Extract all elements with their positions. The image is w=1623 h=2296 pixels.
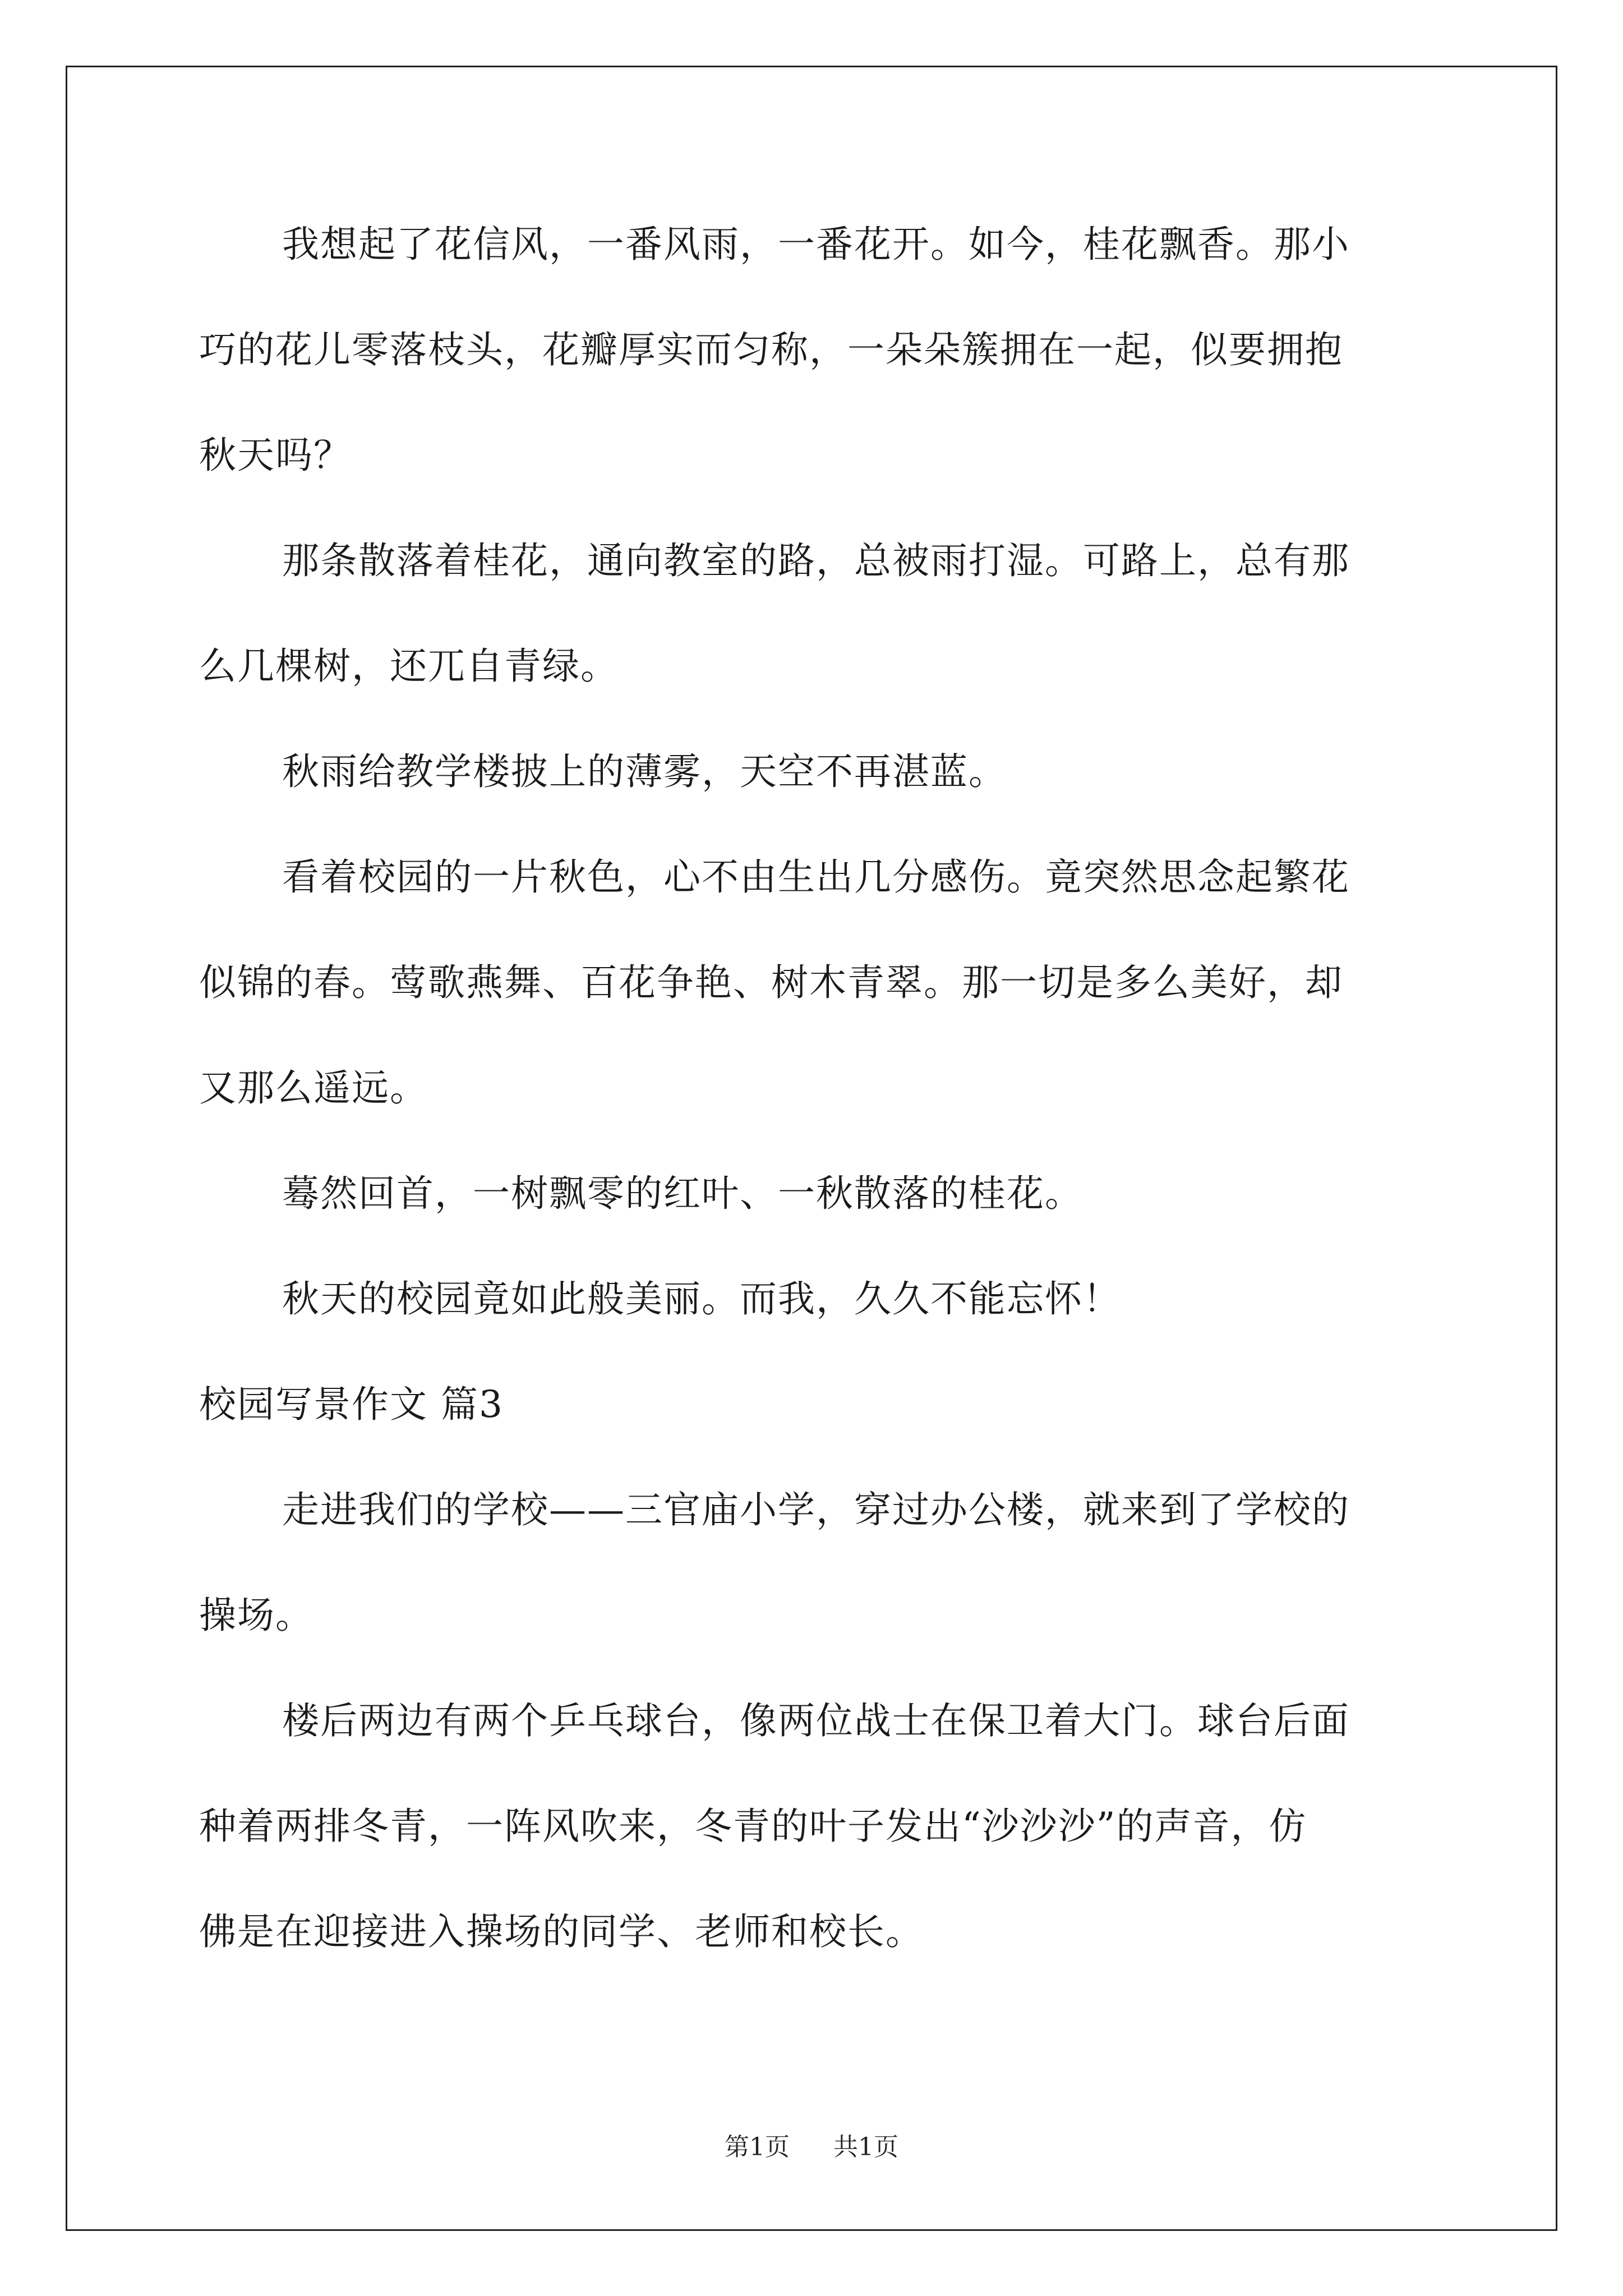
text-line: 似锦的春。莺歌燕舞、百花争艳、树木青翠。那一切是多么美好，却 — [199, 961, 1343, 1004]
paragraph — [199, 1695, 1427, 1958]
page-total: 共1页 — [833, 2133, 898, 2161]
text-line: 蓦然回首，一树飘零的红叶、一秋散落的桂花。 — [282, 1172, 1083, 1215]
text-line: 巧的花儿零落枝头，花瓣厚实而匀称，一朵朵簇拥在一起，似要拥抱 — [199, 328, 1343, 371]
text-line: 走进我们的学校——三官庙小学，穿过办公楼，就来到了学校的 — [282, 1488, 1350, 1531]
section-heading — [199, 1379, 1427, 1430]
text-line: 秋雨给教学楼披上的薄雾，天空不再湛蓝。 — [282, 750, 1007, 793]
heading-text: 校园写景作文 篇3 — [199, 1383, 504, 1426]
text-line: 那条散落着桂花，通向教室的路，总被雨打湿。可路上，总有那 — [282, 539, 1350, 582]
text-line: 秋天吗？ — [199, 434, 352, 477]
text-line: 操场。 — [199, 1594, 313, 1637]
paragraph — [199, 1484, 1427, 1641]
paragraph — [199, 852, 1427, 1114]
text-line: 又那么遥远。 — [199, 1066, 428, 1110]
text-line: 佛是在迎接进入操场的同学、老师和校长。 — [199, 1910, 924, 1953]
paragraph — [199, 746, 1427, 798]
document-body — [199, 219, 1427, 1958]
paragraph — [199, 535, 1427, 692]
page-number: 第1页 — [725, 2133, 790, 2161]
paragraph — [199, 1168, 1427, 1220]
text-line: 看着校园的一片秋色，心不由生出几分感伤。竟突然思念起繁花 — [282, 855, 1350, 899]
paragraph — [199, 219, 1427, 481]
text-line: 种着两排冬青，一阵风吹来，冬青的叶子发出“沙沙沙”的声音，仿 — [199, 1805, 1307, 1848]
text-line: 秋天的校园竟如此般美丽。而我，久久不能忘怀！ — [282, 1277, 1121, 1320]
paragraph — [199, 1273, 1427, 1325]
text-line: 我想起了花信风，一番风雨，一番花开。如今，桂花飘香。那小 — [282, 223, 1350, 266]
page-footer — [0, 2132, 1623, 2163]
text-line: 楼后两边有两个乒乓球台，像两位战士在保卫着大门。球台后面 — [282, 1699, 1350, 1742]
text-line: 么几棵树，还兀自青绿。 — [199, 645, 619, 688]
